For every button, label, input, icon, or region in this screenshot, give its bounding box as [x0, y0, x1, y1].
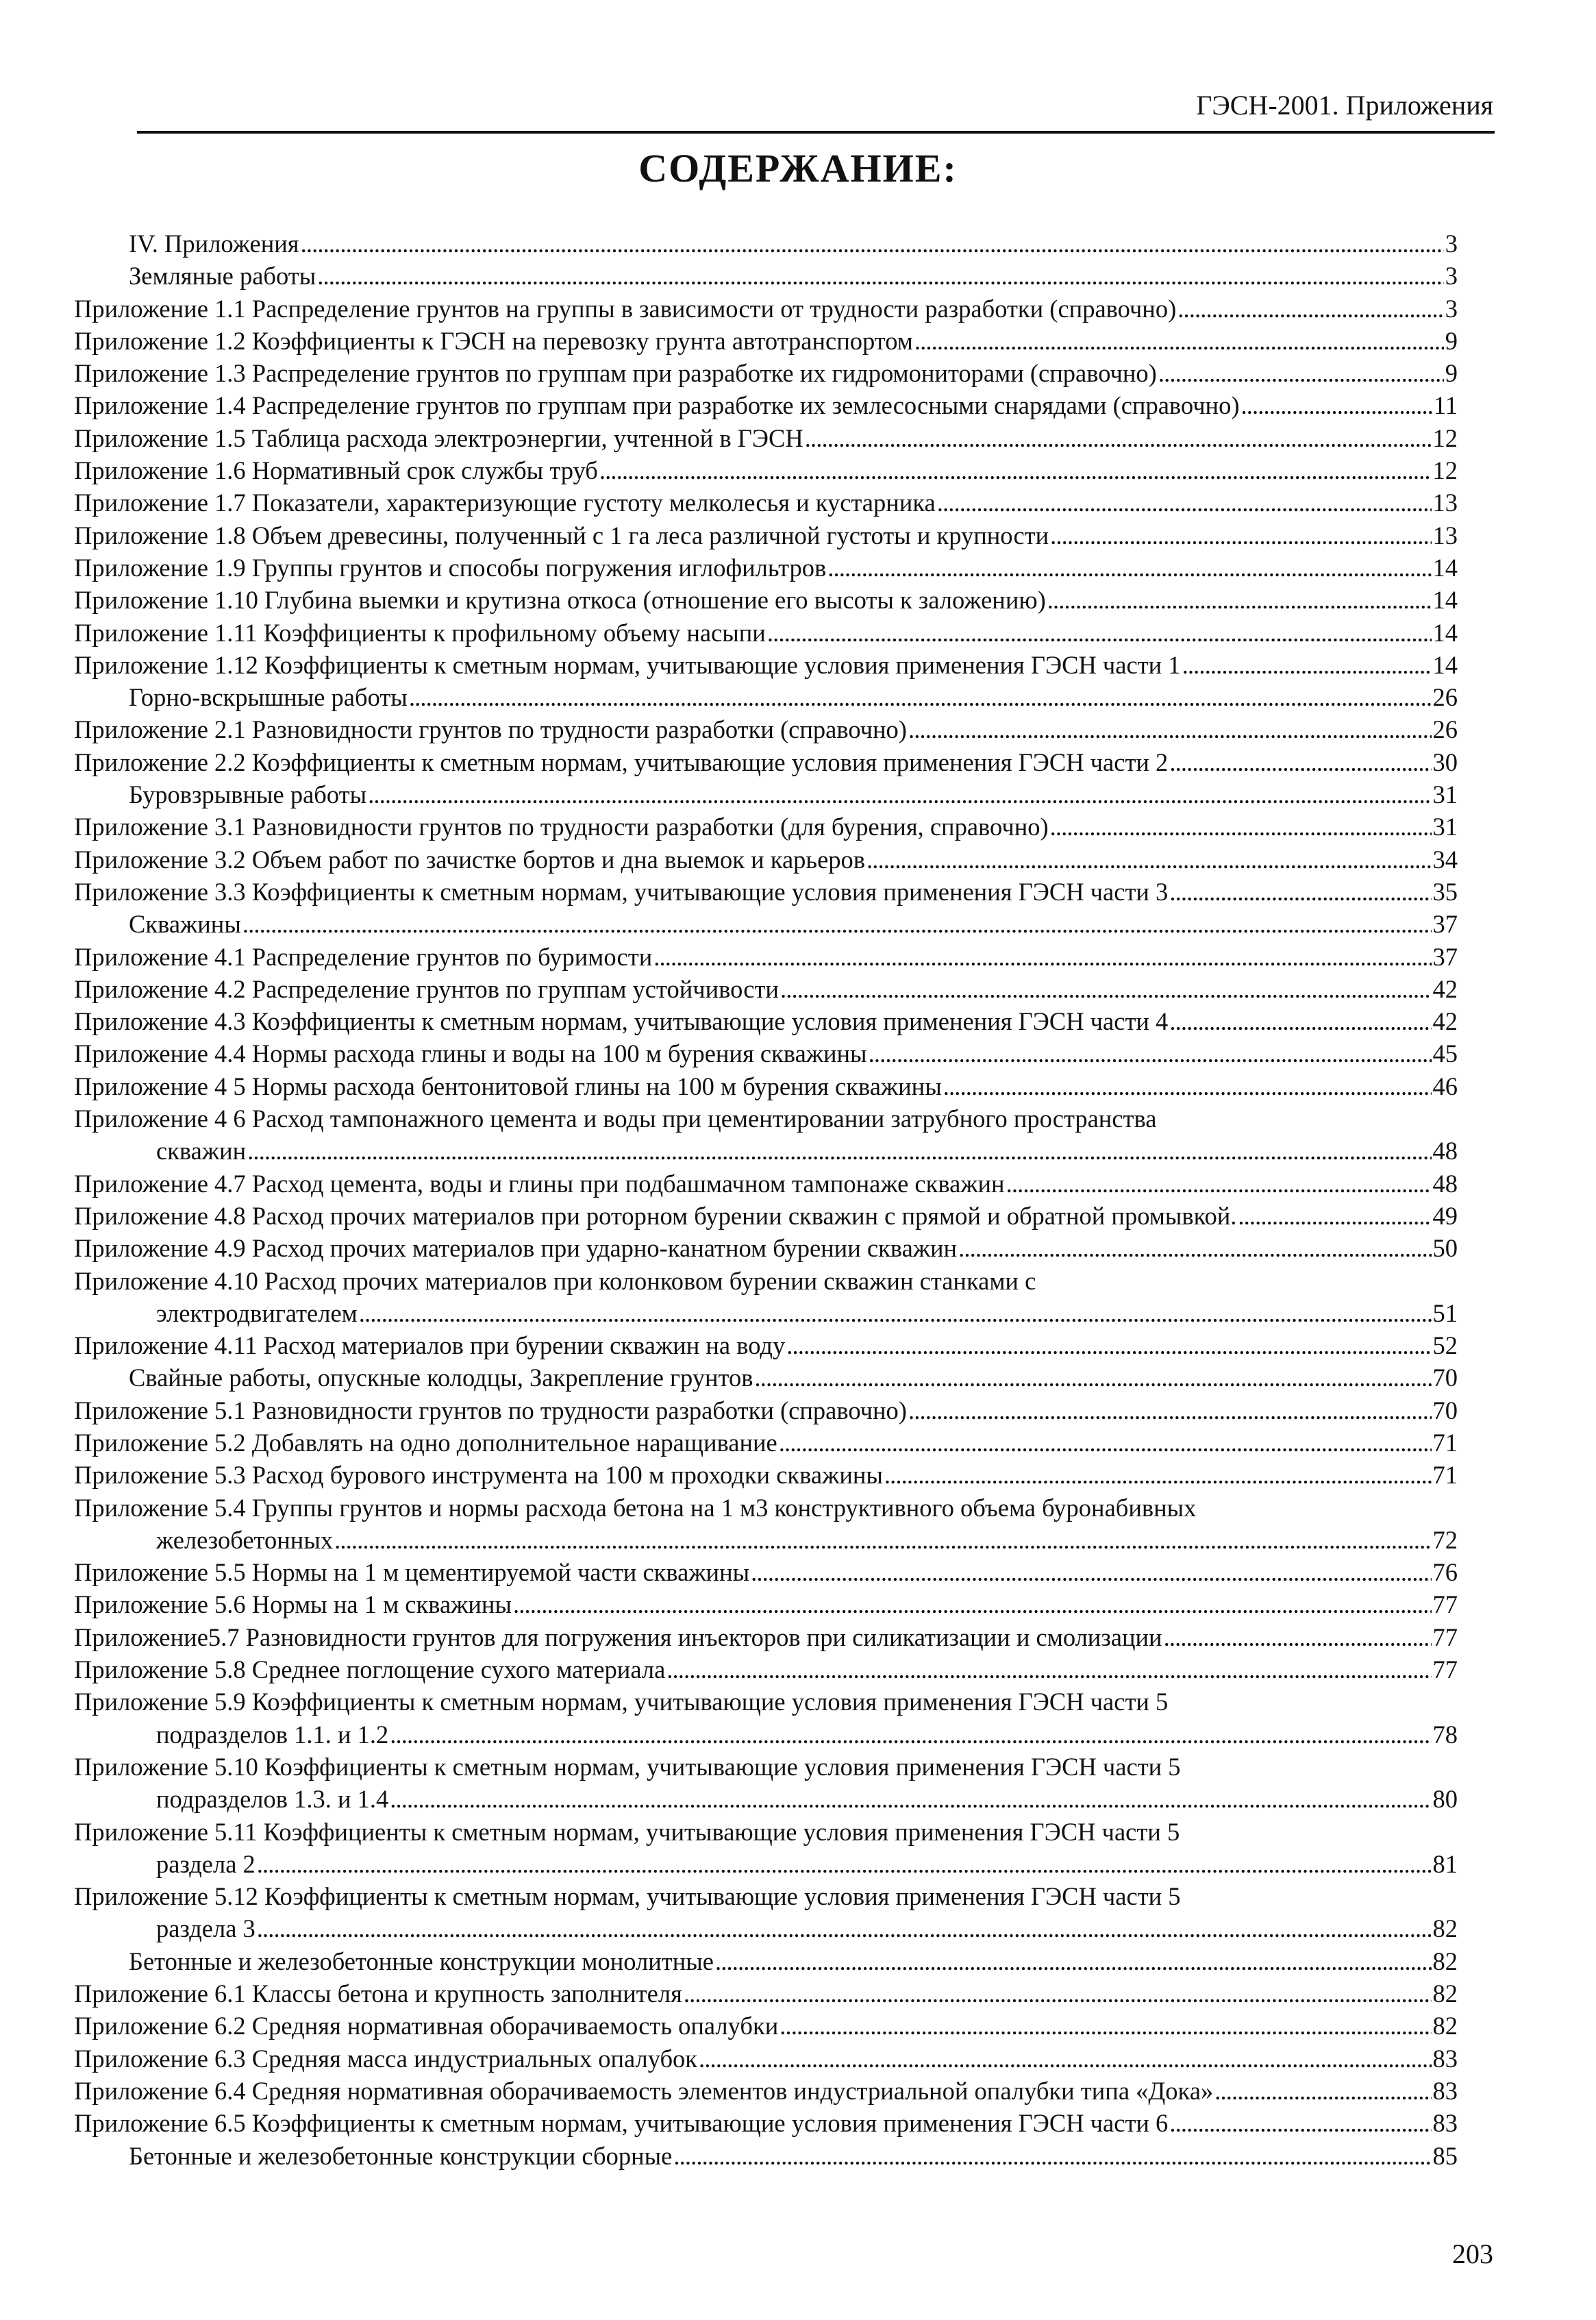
toc-line	[74, 1168, 1458, 1200]
toc-page-number: 46	[1432, 1072, 1458, 1100]
toc-page-number: 49	[1432, 1201, 1458, 1230]
toc-line	[74, 1945, 1458, 1977]
toc-entry-title: Приложение 5.12 Коэффициенты к сметным нормам, учитывающие условия применения ГЭСН части 5	[74, 1882, 1181, 1911]
toc-entry-title: Приложение 1.5 Таблица расхода электроэнергии, учтенной в ГЭСН	[74, 423, 803, 452]
toc-entry	[74, 486, 1458, 519]
toc-entry	[74, 1102, 1458, 1168]
toc-leader-dots	[599, 454, 1432, 486]
toc-entry-title: Приложение 4.4 Нормы расхода глины и воды на 100 м бурения скважины	[74, 1039, 867, 1068]
toc-entry	[74, 1427, 1458, 1459]
toc-line	[74, 227, 1458, 260]
toc-entry-title: Приложение 1.4 Распределение грунтов по группам при разработке их землесосными снарядами (справочно)	[74, 391, 1240, 420]
toc-page-number: 31	[1432, 813, 1458, 841]
toc-leader-dots	[673, 2140, 1431, 2172]
toc-page-number: 14	[1432, 618, 1458, 647]
toc-entry-title: Приложение 4.11 Расход материалов при бурении скважин на воду	[74, 1331, 786, 1360]
toc-line	[74, 1653, 1458, 1686]
toc-entry-title: Приложение 1.12 Коэффициенты к сметным нормам, учитывающие условия применения ГЭСН части 1	[74, 650, 1181, 679]
toc-page-number: 13	[1432, 489, 1458, 517]
toc-page-number: 48	[1432, 1137, 1458, 1165]
toc-page-number: 37	[1432, 910, 1458, 939]
toc-entry-title: Приложение 6.4 Средняя нормативная оборачиваемость элементов индустриальной опалубки типа «Дока»	[74, 2076, 1214, 2105]
toc-entry-title: Приложение 1.11 Коэффициенты к профильному объему насыпи	[74, 618, 766, 647]
toc-entry-title: IV. Приложения	[129, 230, 299, 258]
toc-leader-dots	[1169, 1005, 1431, 1037]
header-rule	[137, 131, 1495, 134]
toc-leader-dots	[1050, 519, 1431, 552]
toc-page-number: 13	[1432, 521, 1458, 550]
toc-page-number: 26	[1432, 683, 1458, 712]
toc-entry-title: Приложение 5.10 Коэффициенты к сметным нормам, учитывающие условия применения ГЭСН части 5	[74, 1752, 1181, 1781]
toc-line	[74, 1037, 1458, 1070]
toc-line	[74, 1816, 1458, 1848]
toc-line	[74, 1718, 1458, 1751]
toc-entry	[74, 1588, 1458, 1620]
toc-line	[74, 260, 1458, 292]
toc-line	[74, 584, 1458, 616]
toc-entry	[74, 1200, 1458, 1232]
toc-line	[74, 486, 1458, 519]
toc-page-number: 9	[1445, 359, 1458, 388]
toc-leader-dots	[409, 681, 1432, 713]
toc-line	[74, 1912, 1458, 1945]
toc-page-number: 76	[1432, 1558, 1458, 1587]
toc-leader-dots	[257, 1848, 1432, 1880]
toc-entry-title: Приложение 3.3 Коэффициенты к сметным нормам, учитывающие условия применения ГЭСН части 3	[74, 877, 1169, 906]
toc-line	[74, 2043, 1458, 2075]
toc-entry-title: Приложение 5.2 Добавлять на одно дополнительное наращивание	[74, 1428, 777, 1457]
toc-leader-dots	[1169, 876, 1431, 908]
toc-line	[74, 2010, 1458, 2042]
toc-entry	[74, 357, 1458, 389]
toc-page-number: 82	[1432, 1914, 1458, 1943]
toc-entry-title: Приложение 5.5 Нормы на 1 м цементируемой части скважины	[74, 1558, 750, 1587]
toc-line	[74, 1361, 1458, 1394]
toc-entry-title: раздела 3	[156, 1914, 255, 1943]
toc-leader-dots	[908, 1394, 1432, 1427]
toc-section-entry	[74, 908, 1458, 940]
toc-line	[74, 2075, 1458, 2107]
toc-entry	[74, 1686, 1458, 1751]
toc-page-number: 77	[1432, 1655, 1458, 1684]
toc-entry-title: электродвигателем	[156, 1298, 358, 1327]
toc-page-number: 26	[1432, 715, 1458, 744]
toc-page-number: 12	[1432, 423, 1458, 452]
toc-entry-title: Приложение 5.11 Коэффициенты к сметным нормам, учитывающие условия применения ГЭСН части 5	[74, 1817, 1180, 1846]
toc-entry-title: Бетонные и железобетонные конструкции монолитные	[129, 1947, 714, 1975]
toc-entry-title: Приложение 1.10 Глубина выемки и крутизна откоса (отношение его высоты к заложению)	[74, 586, 1046, 615]
toc-entry-title: раздела 2	[156, 1849, 255, 1878]
toc-page-number: 80	[1432, 1785, 1458, 1814]
toc-line	[74, 973, 1458, 1005]
toc-leader-dots	[958, 1232, 1431, 1264]
toc-page-number: 3	[1445, 294, 1458, 323]
toc-entry-title: Приложение 5.6 Нормы на 1 м скважины	[74, 1590, 512, 1619]
toc-entry-title: Приложение 4 5 Нормы расхода бентонитовой глины на 100 м бурения скважины	[74, 1072, 942, 1100]
toc-leader-dots	[1238, 1200, 1431, 1232]
toc-page-number: 51	[1432, 1298, 1458, 1327]
toc-entry-title: Приложение 2.2 Коэффициенты к сметным нормам, учитывающие условия применения ГЭСН части 2	[74, 748, 1169, 776]
toc-entry-title: Бетонные и железобетонные конструкции сборные	[129, 2141, 673, 2170]
toc-entry-title: Приложение 5.3 Расход бурового инструмента на 100 м проходки скважины	[74, 1461, 883, 1490]
toc-leader-dots	[937, 486, 1432, 519]
toc-leader-dots	[1047, 584, 1432, 616]
toc-line	[74, 422, 1458, 454]
toc-leader-dots	[866, 843, 1431, 876]
toc-leader-dots	[780, 973, 1432, 1005]
toc-leader-dots	[684, 1977, 1432, 2010]
toc-line	[74, 876, 1458, 908]
toc-entry	[74, 973, 1458, 1005]
toc-entry	[74, 1653, 1458, 1686]
toc-line	[74, 519, 1458, 552]
toc-entry-title: Приложение 4.2 Распределение грунтов по группам устойчивости	[74, 974, 779, 1003]
toc-entry-title: Приложение 1.7 Показатели, характеризующие густоту мелколесья и кустарника	[74, 489, 936, 517]
toc-entry	[74, 1459, 1458, 1491]
toc-leader-dots	[257, 1912, 1432, 1945]
toc-line	[74, 552, 1458, 584]
toc-line	[74, 843, 1458, 876]
toc-leader-dots	[1006, 1168, 1432, 1200]
toc-entry	[74, 552, 1458, 584]
toc-page-number: 85	[1432, 2141, 1458, 2170]
toc-page-number: 52	[1432, 1331, 1458, 1360]
toc-line	[74, 1102, 1458, 1135]
page-number: 203	[1452, 2238, 1493, 2269]
toc-leader-dots	[780, 2010, 1431, 2042]
toc-leader-dots	[805, 422, 1432, 454]
toc-entry-title: Приложение 1.2 Коэффициенты к ГЭСН на перевозку грунта автотранспортом	[74, 326, 913, 355]
toc-line	[74, 941, 1458, 973]
toc-line	[74, 908, 1458, 940]
toc-page-number: 72	[1432, 1525, 1458, 1554]
toc-line	[74, 1394, 1458, 1427]
toc-line	[74, 1265, 1458, 1297]
toc-leader-dots	[1177, 293, 1444, 325]
toc-entry-title: Приложение 6.3 Средняя масса индустриальных опалубок	[74, 2044, 698, 2073]
toc-entry-title: Приложение 6.1 Классы бетона и крупность заполнителя	[74, 1979, 682, 2008]
toc-page-number: 3	[1445, 262, 1458, 291]
toc-page-number: 83	[1432, 2109, 1458, 2138]
toc-line	[74, 1135, 1458, 1167]
toc-entry	[74, 843, 1458, 876]
toc-page-number: 14	[1432, 650, 1458, 679]
toc-page-number: 34	[1432, 845, 1458, 874]
toc-leader-dots	[827, 552, 1431, 584]
toc-entry-title: Приложение 1.3 Распределение грунтов по группам при разработке их гидромониторами (справочно)	[74, 359, 1157, 388]
toc-leader-dots	[390, 1783, 1431, 1815]
toc-leader-dots	[1169, 2107, 1431, 2139]
toc-entry	[74, 584, 1458, 616]
toc-entry-title: Приложение 4.1 Распределение грунтов по буримости	[74, 942, 653, 971]
toc-entry-title: Приложение 4 6 Расход тампонажного цемента и воды при цементировании затрубного пространства	[74, 1105, 1157, 1133]
toc-page-number: 71	[1432, 1428, 1458, 1457]
toc-line	[74, 1848, 1458, 1880]
toc-line	[74, 1588, 1458, 1620]
toc-line	[74, 1329, 1458, 1361]
toc-line	[74, 1880, 1458, 1912]
toc-leader-dots	[755, 1361, 1432, 1394]
toc-page-number: 14	[1432, 553, 1458, 582]
toc-section-entry	[74, 227, 1458, 260]
toc-leader-dots	[1050, 811, 1432, 843]
toc-entry-title: Приложение 3.1 Разновидности грунтов по трудности разработки (для бурения, справочно)	[74, 813, 1049, 841]
toc-leader-dots	[1169, 746, 1431, 778]
toc-line	[74, 1070, 1458, 1102]
toc-line	[74, 1621, 1458, 1653]
toc-entry	[74, 2010, 1458, 2042]
toc-entry-title: подразделов 1.3. и 1.4	[156, 1785, 389, 1814]
toc-entry	[74, 2043, 1458, 2075]
toc-page-number: 48	[1432, 1169, 1458, 1198]
toc-leader-dots	[317, 260, 1444, 292]
toc-entry-title: Земляные работы	[129, 262, 316, 291]
toc-entry	[74, 1394, 1458, 1427]
toc-leader-dots	[1164, 1621, 1432, 1653]
toc-leader-dots	[699, 2043, 1431, 2075]
toc-leader-dots	[786, 1329, 1431, 1361]
toc-section-entry	[74, 778, 1458, 811]
toc-entry-title: Приложение 4.3 Коэффициенты к сметным нормам, учитывающие условия применения ГЭСН части 4	[74, 1007, 1169, 1036]
toc-page-number: 70	[1432, 1363, 1458, 1392]
toc-entry	[74, 1168, 1458, 1200]
toc-entry-title: Приложение 5.4 Группы грунтов и нормы расхода бетона на 1 м3 конструктивного объема буронабивных	[74, 1493, 1197, 1522]
toc-line	[74, 617, 1458, 649]
toc-leader-dots	[1182, 649, 1432, 681]
toc-leader-dots	[666, 1653, 1431, 1686]
toc-page-number: 77	[1432, 1622, 1458, 1651]
toc-entry	[74, 1005, 1458, 1037]
toc-entry-title: Приложение 1.6 Нормативный срок службы труб	[74, 456, 598, 485]
toc-line	[74, 681, 1458, 713]
toc-section-entry	[74, 1361, 1458, 1394]
toc-leader-dots	[908, 713, 1432, 745]
toc-entry-title: Приложение 6.5 Коэффициенты к сметным нормам, учитывающие условия применения ГЭСН части 6	[74, 2109, 1169, 2138]
toc-page-number: 78	[1432, 1720, 1458, 1749]
toc-line	[74, 713, 1458, 745]
toc-line	[74, 746, 1458, 778]
toc-entry-title: Приложение 4.9 Расход прочих материалов при ударно-канатном бурении скважин	[74, 1234, 958, 1263]
toc-entry-title: Приложение 5.8 Среднее поглощение сухого материала	[74, 1655, 666, 1684]
toc-page-number: 31	[1432, 780, 1458, 809]
toc-leader-dots	[715, 1945, 1432, 1977]
toc-leader-dots	[884, 1459, 1432, 1491]
toc-entry	[74, 1232, 1458, 1264]
toc-page-number: 35	[1432, 877, 1458, 906]
toc-leader-dots	[359, 1297, 1432, 1329]
toc-entry	[74, 746, 1458, 778]
toc-entry-title: Приложение 1.9 Группы грунтов и способы погружения иглофильтров	[74, 553, 827, 582]
toc-entry-title: Приложение 4.7 Расход цемента, воды и глины при подбашмачном тампонаже скважин	[74, 1169, 1005, 1198]
toc-entry	[74, 649, 1458, 681]
toc-line	[74, 357, 1458, 389]
toc-entry	[74, 1977, 1458, 2010]
toc-leader-dots	[943, 1070, 1432, 1102]
toc-line	[74, 293, 1458, 325]
toc-leader-dots	[653, 941, 1431, 973]
toc-entry	[74, 519, 1458, 552]
toc-page-number: 50	[1432, 1234, 1458, 1263]
toc-entry-title: Приложение 4.8 Расход прочих материалов при роторном бурении скважин с прямой и обратной промывкой.	[74, 1201, 1237, 1230]
toc-entry	[74, 617, 1458, 649]
toc-entry-title: Скважины	[129, 910, 241, 939]
toc-entry	[74, 876, 1458, 908]
toc-line	[74, 1977, 1458, 2010]
toc-page-number: 82	[1432, 1947, 1458, 1975]
toc-entry-title: Приложение 1.8 Объем древесины, полученный с 1 га леса различной густоты и крупности	[74, 521, 1049, 550]
toc-page-number: 37	[1432, 942, 1458, 971]
toc-line	[74, 2140, 1458, 2172]
toc-page-number: 82	[1432, 2012, 1458, 2040]
toc-entry-title: Приложение 1.1 Распределение грунтов на группы в зависимости от трудности разработки (справочно)	[74, 294, 1177, 323]
toc-page-number: 14	[1432, 586, 1458, 615]
toc-entry-title: Горно-вскрышные работы	[129, 683, 408, 712]
toc-leader-dots	[779, 1427, 1432, 1459]
toc-page-number: 77	[1432, 1590, 1458, 1619]
toc-entry	[74, 1880, 1458, 1945]
toc-entry-title: Свайные работы, опускные колодцы, Закрепление грунтов	[129, 1363, 753, 1392]
toc-line	[74, 1556, 1458, 1588]
toc-entry-title: Приложение5.7 Разновидности грунтов для погружения инъекторов при силикатизации и смолизации	[74, 1622, 1162, 1651]
toc-line	[74, 811, 1458, 843]
toc-line	[74, 1783, 1458, 1815]
toc-entry-title: Приложение 6.2 Средняя нормативная оборачиваемость опалубки	[74, 2012, 779, 2040]
toc-page-number: 9	[1445, 326, 1458, 355]
toc-entry-title: железобетонных	[156, 1525, 334, 1554]
toc-leader-dots	[1241, 389, 1432, 421]
toc-leader-dots	[390, 1718, 1431, 1751]
toc-leader-dots	[1214, 2075, 1431, 2107]
toc-entry	[74, 1816, 1458, 1881]
toc-page-number: 45	[1432, 1039, 1458, 1068]
toc-entry	[74, 1621, 1458, 1653]
toc-page-number: 71	[1432, 1461, 1458, 1490]
toc-page-number: 42	[1432, 1007, 1458, 1036]
toc-page-number: 30	[1432, 748, 1458, 776]
toc-page-number: 83	[1432, 2076, 1458, 2105]
toc-line	[74, 1524, 1458, 1556]
toc-entry	[74, 389, 1458, 421]
toc-entry	[74, 941, 1458, 973]
toc-entry	[74, 1329, 1458, 1361]
toc-line	[74, 1297, 1458, 1329]
toc-entry-title: Приложение 3.2 Объем работ по зачистке бортов и дна выемок и карьеров	[74, 845, 866, 874]
toc-page-number: 70	[1432, 1396, 1458, 1424]
toc-heading: СОДЕРЖАНИЕ:	[638, 146, 958, 190]
toc-leader-dots	[767, 617, 1432, 649]
toc-entry-title: скважин	[156, 1137, 247, 1165]
toc-entry-title: Приложение 5.1 Разновидности грунтов по трудности разработки (справочно)	[74, 1396, 907, 1424]
toc-leader-dots	[247, 1135, 1431, 1167]
running-header: ГЭСН-2001. Приложения	[1196, 90, 1493, 121]
toc-section-entry	[74, 681, 1458, 713]
toc-entry	[74, 1492, 1458, 1557]
toc-section-entry	[74, 260, 1458, 292]
toc-leader-dots	[914, 325, 1444, 357]
toc-page-number: 11	[1433, 391, 1458, 420]
toc-leader-dots	[513, 1588, 1432, 1620]
toc-line	[74, 325, 1458, 357]
toc-entry-title: Приложение 5.9 Коэффициенты к сметным нормам, учитывающие условия применения ГЭСН части 5	[74, 1688, 1169, 1716]
toc-line	[74, 389, 1458, 421]
toc-entry	[74, 2075, 1458, 2107]
toc-page-number: 83	[1432, 2044, 1458, 2073]
toc-entry	[74, 1037, 1458, 1070]
toc-section-entry	[74, 1945, 1458, 1977]
toc-line	[74, 778, 1458, 811]
toc-leader-dots	[301, 227, 1444, 260]
toc-line	[74, 1686, 1458, 1718]
toc-leader-dots	[751, 1556, 1431, 1588]
toc-entry	[74, 713, 1458, 745]
toc-line	[74, 1492, 1458, 1524]
toc-line	[74, 454, 1458, 486]
toc-entry	[74, 1751, 1458, 1816]
toc-line	[74, 1427, 1458, 1459]
toc-entry	[74, 1070, 1458, 1102]
toc-page-number: 3	[1445, 230, 1458, 258]
toc-line	[74, 1005, 1458, 1037]
toc-page-number: 12	[1432, 456, 1458, 485]
toc-entry	[74, 325, 1458, 357]
toc-section-entry	[74, 2140, 1458, 2172]
toc-leader-dots	[869, 1037, 1432, 1070]
toc-entry	[74, 2107, 1458, 2139]
toc-entry-title: Приложение 2.1 Разновидности грунтов по трудности разработки (справочно)	[74, 715, 907, 744]
toc-entry	[74, 811, 1458, 843]
toc-line	[74, 649, 1458, 681]
toc-page-number: 82	[1432, 1979, 1458, 2008]
toc-leader-dots	[1158, 357, 1444, 389]
toc-entry-title: Приложение 4.10 Расход прочих материалов при колонковом бурении скважин станками с	[74, 1266, 1036, 1295]
toc-entry-title: подразделов 1.1. и 1.2	[156, 1720, 389, 1749]
toc-leader-dots	[334, 1524, 1431, 1556]
toc-entry	[74, 422, 1458, 454]
toc-entry	[74, 1265, 1458, 1330]
toc-entry	[74, 1556, 1458, 1588]
toc-entry	[74, 454, 1458, 486]
toc-line	[74, 1751, 1458, 1783]
table-of-contents	[74, 227, 1458, 2172]
toc-page-number: 81	[1432, 1849, 1458, 1878]
toc-line	[74, 1459, 1458, 1491]
toc-line	[74, 1232, 1458, 1264]
toc-line	[74, 2107, 1458, 2139]
toc-line	[74, 1200, 1458, 1232]
toc-entry-title: Буровзрывные работы	[129, 780, 367, 809]
toc-entry	[74, 293, 1458, 325]
toc-page-number: 42	[1432, 974, 1458, 1003]
toc-leader-dots	[242, 908, 1432, 940]
toc-leader-dots	[368, 778, 1431, 811]
